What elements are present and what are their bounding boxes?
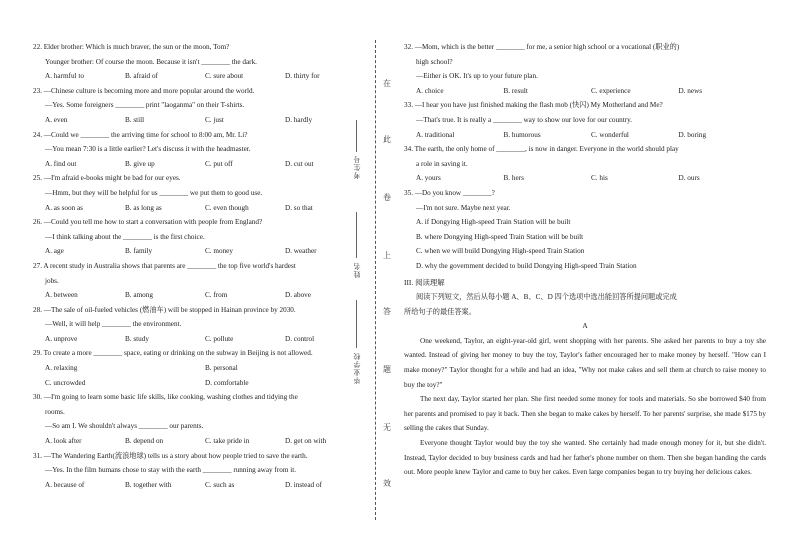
option-b[interactable]: B. afraid of	[125, 72, 158, 81]
options-row	[404, 171, 766, 186]
option-a[interactable]: A. harmful to	[45, 72, 84, 81]
question-dialogue: —Yes. Some foreigners ________ print "laoganma" on their T-shirts.	[45, 101, 245, 110]
question-32	[404, 40, 766, 98]
option-d[interactable]: D. why the government decided to build Dongying High-speed Train Station	[416, 261, 637, 270]
option-b[interactable]: B. as long as	[125, 203, 162, 212]
question-dialogue: —I'm not sure. Maybe next year.	[416, 203, 511, 212]
option-c[interactable]: C. such as	[205, 480, 235, 489]
question-dialogue: —Well, it will help ________ the environment.	[45, 320, 182, 329]
option-c[interactable]: C. uncrowded	[45, 378, 86, 387]
binding-char: 题	[383, 365, 391, 374]
binding-char: 上	[383, 251, 391, 260]
question-stem: 35. —Do you know ________?	[404, 188, 495, 197]
question-23	[33, 84, 365, 128]
passage-paragraph: One weekend, Taylor, an eight-year-old girl, went shopping with her parents. She asked her parents to buy a toy she wanted. Instead of giving her money to buy the toy, Taylor's father encouraged her to make money by herself. "How can I make money?" Taylor thought for a while and had an idea, "Why not make cakes and sell them at church to raise money to buy the toy?"	[404, 336, 766, 389]
options-row	[33, 288, 365, 303]
option-b[interactable]: B. give up	[125, 159, 155, 168]
options-row	[33, 376, 365, 391]
option-c[interactable]: C. sure about	[205, 72, 244, 81]
options-row	[33, 332, 365, 347]
section-heading: III. 阅读理解	[404, 277, 445, 287]
option-d[interactable]: D. control	[285, 334, 315, 343]
option-a[interactable]: A. if Dongying High-speed Train Station will be built	[416, 218, 571, 227]
binding-char: 无	[383, 423, 391, 432]
option-c[interactable]: C. put off	[205, 159, 233, 168]
option-d[interactable]: D. weather	[285, 247, 317, 256]
question-dialogue: —Yes. In the film humans chose to stay with the earth ________ running away from it.	[45, 466, 296, 475]
option-c[interactable]: C. experience	[591, 86, 631, 95]
section-instruction: 阅读下列短文，然后从每小题 A、B、C、D 四个选项中选出能回答所提问题或完成	[416, 293, 677, 302]
option-c[interactable]: C. just	[205, 115, 224, 124]
option-a[interactable]: A. find out	[45, 159, 77, 168]
option-c[interactable]: C. wonderful	[591, 130, 629, 139]
passage-paragraph: The next day, Taylor started her plan. She first needed some money for tools and materials. So she borrowed $40 from her parents and promised to pay it back. Then she began to make cakes by herself. To her parents' surprise, she made $175 by selling the cakes that Sunday.	[404, 395, 766, 433]
options-row	[33, 157, 365, 172]
option-b[interactable]: B. together with	[125, 480, 172, 489]
question-continued: rooms.	[45, 407, 65, 416]
option-b[interactable]: B. humorous	[503, 130, 541, 139]
binding-char: 此	[383, 135, 391, 144]
question-22	[33, 40, 365, 84]
option-c[interactable]: C. pollute	[205, 334, 234, 343]
option-a[interactable]: A. traditional	[416, 130, 455, 139]
question-stem: 34. The earth, the only home of ________, is now in danger. Everyone in the world should play	[404, 145, 679, 154]
question-dialogue: —I think talking about the ________ is the first choice.	[45, 232, 205, 241]
name-label: 姓名	[353, 262, 361, 278]
question-continued: a role in saving it.	[416, 159, 468, 168]
question-28	[33, 303, 365, 347]
option-d[interactable]: D. get on with	[285, 437, 327, 446]
option-d[interactable]: D. hardly	[285, 115, 313, 124]
options-row	[33, 361, 365, 376]
option-a[interactable]: A. choice	[416, 86, 444, 95]
binding-char: 卷	[383, 193, 391, 202]
option-b[interactable]: B. still	[125, 115, 145, 124]
options-row	[33, 244, 365, 259]
binding-char: 在	[383, 79, 391, 88]
question-dialogue: —Either is OK. It's up to your future plan.	[416, 72, 538, 81]
question-27	[33, 259, 365, 303]
option-d[interactable]: D. boring	[678, 130, 707, 139]
question-stem: 26. —Could you tell me how to start a conversation with people from England?	[33, 218, 263, 227]
option-d[interactable]: D. thirty for	[285, 72, 320, 81]
question-continued: high school?	[416, 57, 453, 66]
right-column	[404, 40, 766, 480]
option-a[interactable]: A. unprove	[45, 334, 78, 343]
section-instruction-continued: 所给句子的最佳答案。	[404, 307, 476, 316]
question-stem: 24. —Could we ________ the arriving time for school to 8:00 am, Mr. Li?	[33, 130, 248, 139]
question-stem: 22. Elder brother: Which is much braver, the sun or the moon, Tom?	[33, 43, 230, 51]
option-b[interactable]: B. where Dongying High-speed Train Station will be built	[416, 232, 584, 241]
question-dialogue: —Hmm, but they will be helpful for us ________ we put them to good use.	[45, 188, 263, 197]
left-column	[33, 40, 365, 492]
options-row	[404, 128, 766, 143]
question-stem: 27. A recent study in Australia shows that parents are ________ the top five world's hardest	[33, 261, 296, 270]
question-continued: jobs.	[45, 276, 59, 285]
option-c[interactable]: C. even though	[205, 203, 249, 212]
question-dialogue: Younger brother: Of course the moon. Because it isn't ________ the dark.	[45, 57, 257, 66]
question-stem: 29. To create a more ________ space, eating or drinking on the subway in Beijing is not allowed.	[33, 349, 313, 358]
school-label: 毕业学校	[353, 352, 361, 384]
option-b[interactable]: B. among	[125, 291, 153, 300]
question-25	[33, 171, 365, 215]
question-stem: 28. —The sale of oil-fueled vehicles (燃油车) will be stopped in Hainan province by 2030.	[33, 305, 296, 314]
option-d[interactable]: D. so that	[285, 203, 313, 212]
options-row	[33, 434, 365, 449]
option-a[interactable]: A. yours	[416, 174, 441, 183]
option-b[interactable]: B. depend on	[125, 437, 164, 446]
question-24	[33, 128, 365, 172]
student-id-line	[356, 120, 357, 152]
options-row	[33, 69, 365, 84]
question-dialogue: —So am I. We shouldn't always ________ our parents.	[45, 422, 204, 431]
name-line	[356, 212, 357, 258]
option-c[interactable]: C. when we will build Dongying High-speed Train Station	[416, 247, 585, 256]
option-b[interactable]: B. personal	[205, 364, 238, 373]
option-b[interactable]: B. result	[503, 86, 528, 95]
question-34	[404, 142, 766, 186]
option-a[interactable]: A. because of	[45, 480, 85, 489]
question-stem: 25. —I'm afraid e-books might be bad for our eyes.	[33, 174, 181, 183]
question-29	[33, 346, 365, 390]
options-row	[33, 201, 365, 216]
option-b[interactable]: B. study	[125, 334, 149, 343]
option-b[interactable]: B. family	[125, 247, 153, 256]
option-a[interactable]: A. look after	[45, 437, 82, 446]
option-b[interactable]: B. hers	[503, 174, 524, 183]
option-a[interactable]: A. as soon as	[45, 203, 83, 212]
option-c[interactable]: C. money	[205, 247, 233, 256]
passage-label: A	[582, 321, 588, 331]
option-d[interactable]: D. cut out	[285, 159, 314, 168]
options-row	[33, 478, 365, 493]
binding-char: 答	[383, 307, 391, 316]
question-dialogue: —You mean 7:30 is a little earlier? Let's discuss it with the headmaster.	[45, 145, 251, 154]
option-c[interactable]: C. take pride in	[205, 437, 250, 446]
option-d[interactable]: D. news	[678, 86, 703, 95]
question-30	[33, 390, 365, 448]
question-33	[404, 98, 766, 142]
question-26	[33, 215, 365, 259]
option-c[interactable]: C. from	[205, 291, 228, 300]
question-stem: 33. —I hear you have just finished making the flash mob (快闪) My Motherland and Me?	[404, 101, 663, 110]
question-stem: 32. —Mom, which is the better ________ for me, a senior high school or a vocational (职业的)	[404, 43, 680, 51]
question-35	[404, 186, 766, 274]
option-c[interactable]: C. his	[591, 174, 608, 183]
option-d[interactable]: D. above	[285, 291, 311, 300]
option-a[interactable]: A. relaxing	[45, 364, 78, 373]
student-id-label: 考生号	[353, 155, 361, 179]
option-d[interactable]: D. instead of	[285, 480, 322, 489]
binding-char: 效	[383, 479, 391, 488]
question-stem: 31. —The Wandering Earth(流浪地球) tells us a story about how people tried to save the earth.	[33, 451, 308, 460]
school-line	[356, 300, 357, 348]
options-row	[404, 84, 766, 99]
options-row	[33, 113, 365, 128]
option-a[interactable]: A. between	[45, 291, 78, 300]
question-stem: 23. —Chinese culture is becoming more and more popular around the world.	[33, 86, 255, 95]
binding-dashed-line	[375, 40, 376, 520]
option-d[interactable]: D. ours	[678, 174, 700, 183]
question-stem: 30. —I'm going to learn some basic life skills, like cooking, washing clothes and tidying the	[33, 393, 298, 402]
question-dialogue: —That's true. It is really a ________ way to show our love for our country.	[416, 115, 633, 124]
question-31	[33, 449, 365, 493]
option-d[interactable]: D. comfortable	[205, 378, 249, 387]
passage-paragraph: Everyone thought Taylor would buy the toy she wanted. She certainly had made enough money for it, but she didn't. Instead, Taylor decided to buy business cards and had her father's phone number on them. Then she began handing the cards out. More people knew Taylor and came to buy her cakes. Even large companies began to try buying her delicious cakes.	[404, 439, 766, 477]
option-a[interactable]: A. even	[45, 115, 68, 124]
option-a[interactable]: A. age	[45, 247, 64, 256]
